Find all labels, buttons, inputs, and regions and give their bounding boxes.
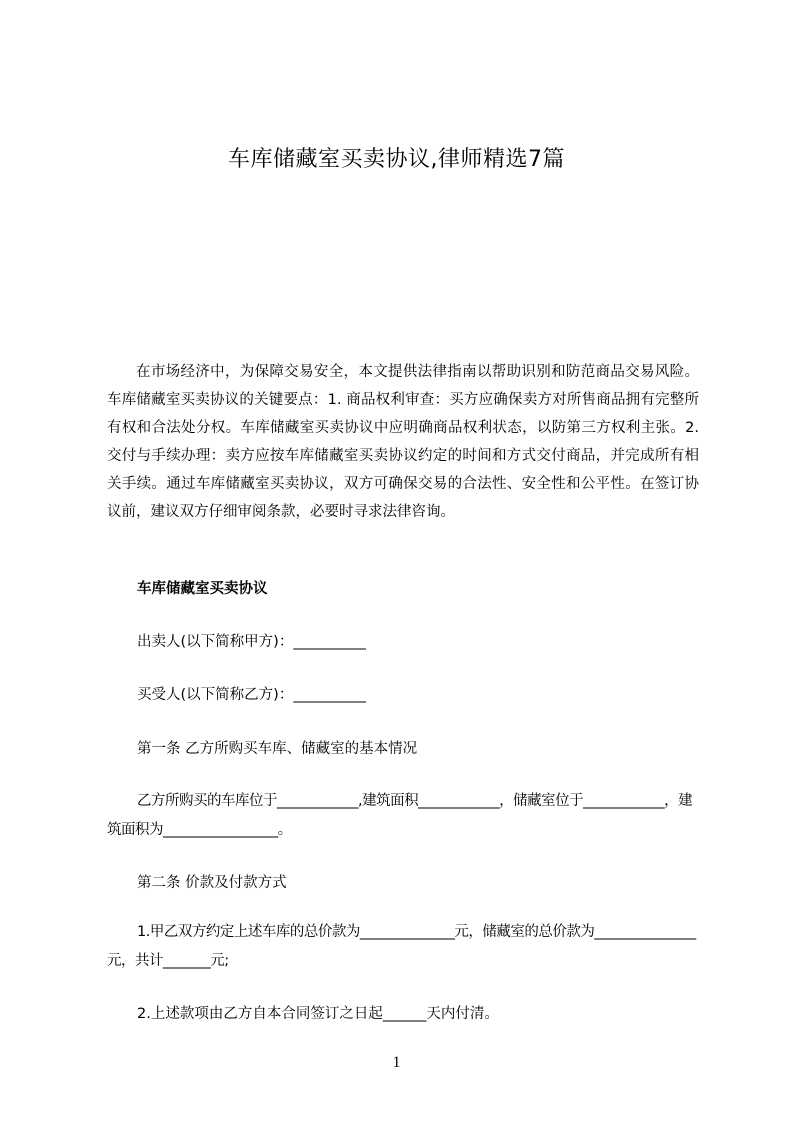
article1-title: 第一条 乙方所购买车库、储藏室的基本情况 (137, 741, 418, 757)
article2-item2: 2.上述款项由乙方自本合同签订之日起______天内付清。 (137, 1006, 499, 1022)
intro-paragraph: 在市场经济中，为保障交易安全，本文提供法律指南以帮助识别和防范商品交易风险。车库储藏室买卖协议的关键要点：1. 商品权利审查：买方应确保卖方对所售商品拥有完整所有权和合法处分权。车库储藏室买卖协议中应明确商品权利状态，以防第三方权利主张。2. 交付与手续办理：卖方应按车库储藏室买卖协议约定的时间和方式交付商品，并完成所有相关手续。通过车库储藏室买卖协议，双方可确保交易的合法性、安全性和公平性。在签订协议前，建议双方仔细审阅条款，必要时寻求法律咨询。 (107, 364, 699, 520)
article2-title: 第二条 价款及付款方式 (137, 875, 287, 891)
article1-text: 乙方所购买的车库位于____________,建筑面积____________，储藏室位于____________，建筑面积为_________________。 (107, 793, 693, 838)
document-title: 车库储藏室买卖协议,律师精选7篇 (228, 147, 565, 172)
agreement-heading: 车库储藏室买卖协议 (137, 581, 268, 597)
seller-line: 出卖人(以下简称甲方)：__________ (137, 634, 366, 650)
buyer-line: 买受人(以下简称乙方)：__________ (137, 687, 366, 703)
article2-item1: 1.甲乙双方约定上述车库的总价款为______________元，储藏室的总价款为_______________元，共计_______元; (107, 924, 696, 969)
page-number: 1 (392, 1054, 401, 1071)
